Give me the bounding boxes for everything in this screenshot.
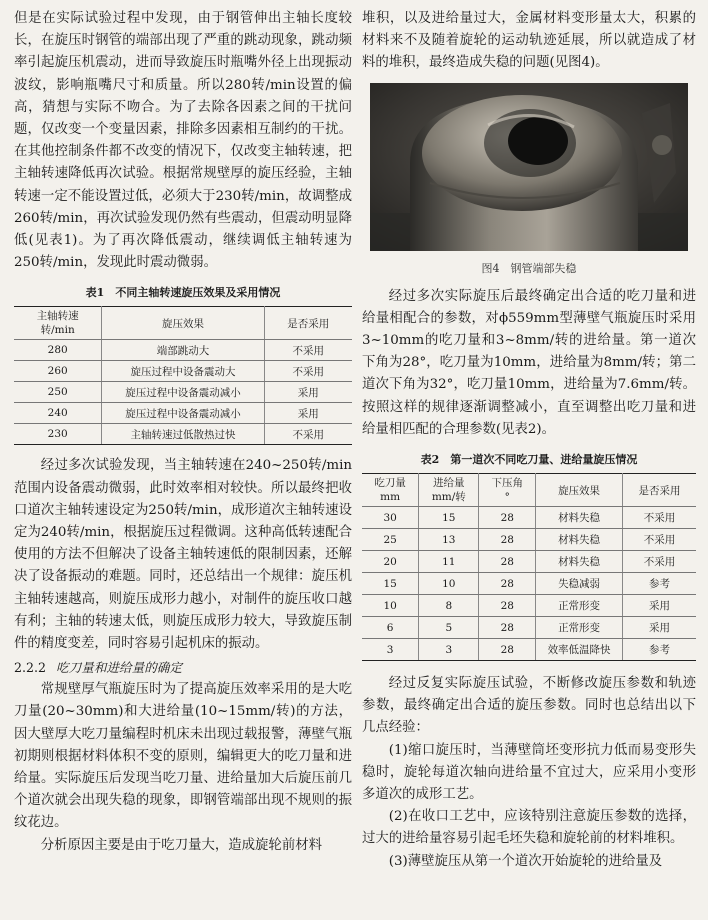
- body-paragraph: 常规壁厚气瓶旋压时为了提高旋压效率采用的是大吃刀量(20~30mm)和大进给量(10~15mm/转)的方法，因大壁厚大吃刀量编程时机床未出现过载报警，薄壁气瓶初期则根据材料体积不变的原则，编辑更大的吃刀量和进给量。实际旋压后发现当吃刀量、进给量加大后旋压前几个道次就会出现失稳的现象，即钢管端部出现不规则的振纹花边。: [14, 682, 352, 831]
- table-header-cell: 是否采用: [622, 474, 696, 507]
- table-cell: 正常形变: [536, 617, 623, 639]
- table-cell: 28: [479, 639, 536, 661]
- table-row: [14, 424, 352, 445]
- table-cell: 3: [362, 639, 419, 661]
- table-row: [14, 361, 352, 382]
- table-cell: 不采用: [264, 361, 352, 382]
- table1-caption: 表1 不同主轴转速旋压效果及采用情况: [85, 286, 281, 300]
- table-row: [362, 507, 696, 529]
- left-column: [14, 8, 352, 857]
- table-row: [14, 340, 352, 361]
- table-cell: 参考: [622, 639, 696, 661]
- table-cell: 主轴转速过低散热过快: [102, 424, 264, 445]
- table-cell: 13: [419, 529, 479, 551]
- table-cell: 260: [14, 361, 102, 382]
- figure-4-photo: [370, 83, 688, 251]
- body-paragraph: 堆积，以及进给量过大，金属材料变形量太大，积累的材料来不及随着旋轮的运动轨迹延展，所以就造成了材料的堆积，最终造成失稳的问题(见图4)。: [362, 11, 696, 71]
- table-cell: 11: [419, 551, 479, 573]
- section-heading: [14, 657, 352, 679]
- table-row: [362, 595, 696, 617]
- table1: [14, 306, 352, 445]
- table-row: [362, 529, 696, 551]
- table-cell: 采用: [622, 595, 696, 617]
- table-cell: 效率低温降快: [536, 639, 623, 661]
- figure-caption: 图4 钢管端部失稳: [481, 261, 577, 275]
- table2: [362, 473, 696, 661]
- table-cell: 28: [479, 595, 536, 617]
- body-paragraph: 经过多次试验发现，当主轴转速在240~250转/min范围内设备震动微弱，此时效率相对较快。所以最终把收口道次主轴转速设定为250转/min，成形道次主轴转速设定为240转/min，根据旋压过程微调。这种高低转速配合使用的方法不但解决了设备主轴转速低的限制因素，还解决了设备振动的难题。同时，还总结出一个规律：旋压机主轴转速越高，则旋压成形力越小，对制件的旋压收口越有利；主轴的转速太低，则旋压成形力较大，导致旋压制件的精度变差，同时容易引起机床的振动。: [14, 458, 352, 652]
- body-paragraph: 但是在实际试验过程中发现，由于钢管伸出主轴长度较长，在旋压时钢管的端部出现了严重的跳动现象，跳动频率引起旋压机震动，进而导致旋压时瓶嘴外径上出现振动波纹，影响瓶嘴尺寸和质量。所以280转/min设置的偏高，猜想与实际不吻合。为了去除各因素之间的干扰问题，仅改变一个变量因素，排除多因素相互制约的干扰。在其他控制条件都不改变的情况下，仅改变主轴转速，把主轴转速降低再次试验。根据常规壁厚的旋压经验，主轴转速一定不能设置过低，必须大于230转/min，故调整成260转/min，再次试验发现仍然有些震动，但震动明显降低(见表1)。为了再次降低震动，继续调低主轴转速为250转/min，发现此时震动微弱。: [14, 11, 352, 271]
- table-cell: 250: [14, 382, 102, 403]
- body-paragraph: 分析原因主要是由于吃刀量大，造成旋轮前材料: [40, 837, 322, 853]
- table-row: [362, 551, 696, 573]
- table-cell: 不采用: [622, 551, 696, 573]
- table-cell: 28: [479, 529, 536, 551]
- body-paragraph: 经过反复实际旋压试验，不断修改旋压参数和轨迹参数，最终确定出合适的旋压参数。同时也总结出以下几点经验：: [362, 676, 696, 736]
- table-header-row: [14, 307, 352, 340]
- table-cell: 3: [419, 639, 479, 661]
- table-cell: 不采用: [264, 424, 352, 445]
- table-header-cell: 主轴转速 转/min: [14, 307, 102, 340]
- table-cell: 采用: [622, 617, 696, 639]
- table-cell: 20: [362, 551, 419, 573]
- table-cell: 采用: [264, 382, 352, 403]
- table-cell: 不采用: [622, 529, 696, 551]
- table-header-row: [362, 474, 696, 507]
- table-header-cell: 旋压效果: [102, 307, 264, 340]
- table-row: [362, 639, 696, 661]
- body-paragraph: (2)在收口工艺中，应该特别注意旋压参数的选择，过大的进给量容易引起毛坯失稳和旋轮前的材料堆积。: [362, 809, 696, 847]
- table-cell: 8: [419, 595, 479, 617]
- table-cell: 旋压过程中设备震动大: [102, 361, 264, 382]
- table-cell: 28: [479, 617, 536, 639]
- table-header-cell: 下压角 °: [479, 474, 536, 507]
- table-cell: 失稳减弱: [536, 573, 623, 595]
- table-cell: 不采用: [264, 340, 352, 361]
- table-header-cell: 旋压效果: [536, 474, 623, 507]
- table-cell: 28: [479, 551, 536, 573]
- table-cell: 15: [419, 507, 479, 529]
- table-cell: 28: [479, 573, 536, 595]
- table-cell: 15: [362, 573, 419, 595]
- table-cell: 旋压过程中设备震动减小: [102, 382, 264, 403]
- table-cell: 参考: [622, 573, 696, 595]
- table-cell: 240: [14, 403, 102, 424]
- table-cell: 5: [419, 617, 479, 639]
- table-cell: 25: [362, 529, 419, 551]
- body-paragraph: (3)薄壁旋压从第一个道次开始旋轮的进给量及: [388, 853, 663, 869]
- table-cell: 30: [362, 507, 419, 529]
- section-title: 吃刀量和进给量的确定: [56, 660, 182, 676]
- table-cell: 6: [362, 617, 419, 639]
- table-cell: 采用: [264, 403, 352, 424]
- body-paragraph: 经过多次实际旋压后最终确定出合适的吃刀量和进给量相配合的参数，对ϕ559mm型薄壁气瓶旋压时采用3~10mm的吃刀量和3~8mm/转的进给量。第一道次下角为28°，吃刀量为10mm，进给量为8mm/转；第二道次下角为32°，吃刀量10mm，进给量为7.6mm/转。按照这样的规律逐渐调整减小，直至调整出吃刀量和进给量相匹配的合理参数(见表2)。: [362, 288, 696, 437]
- table-header-cell: 是否采用: [264, 307, 352, 340]
- table-cell: 不采用: [622, 507, 696, 529]
- table-cell: 材料失稳: [536, 551, 623, 573]
- table-header-cell: 吃刀量 mm: [362, 474, 419, 507]
- table-cell: 28: [479, 507, 536, 529]
- table-row: [14, 403, 352, 424]
- table-cell: 230: [14, 424, 102, 445]
- steel-pipe-photo: [370, 83, 688, 251]
- table-cell: 材料失稳: [536, 507, 623, 529]
- body-paragraph: (1)缩口旋压时，当薄壁筒坯变形抗力低而易变形失稳时，旋轮每道次轴向进给量不宜过大，应采用小变形多道次的成形工艺。: [362, 742, 696, 803]
- table-cell: 旋压过程中设备震动减小: [102, 403, 264, 424]
- table-row: [362, 573, 696, 595]
- right-column: [362, 8, 696, 873]
- table-cell: 端部跳动大: [102, 340, 264, 361]
- table-cell: 10: [419, 573, 479, 595]
- table-cell: 10: [362, 595, 419, 617]
- table-row: [14, 382, 352, 403]
- table-row: [362, 617, 696, 639]
- table-cell: 材料失稳: [536, 529, 623, 551]
- table2-caption: 表2 第一道次不同吃刀量、进给量旋压情况: [420, 453, 638, 467]
- table-cell: 正常形变: [536, 595, 623, 617]
- table-header-cell: 进给量 mm/转: [419, 474, 479, 507]
- table-cell: 280: [14, 340, 102, 361]
- section-number: 2.2.2: [14, 660, 47, 676]
